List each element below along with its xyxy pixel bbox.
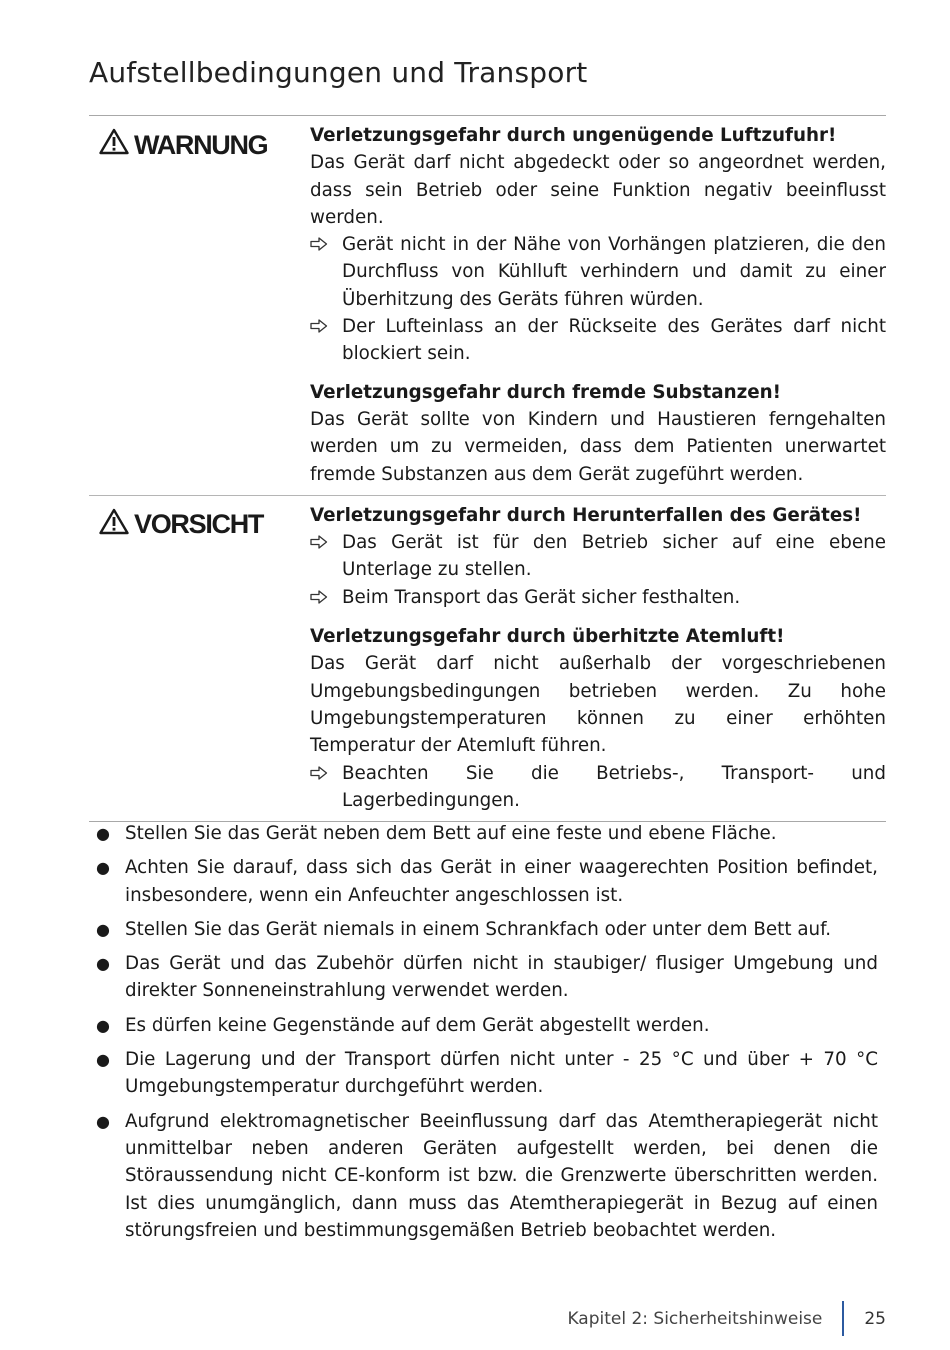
hazard-text: [310, 496, 886, 821]
list-item-text: Es dürfen keine Gegenstände auf dem Gerät abgestellt werden.: [125, 1014, 710, 1036]
hazard-description: Das Gerät darf nicht außerhalb der vorgeschriebenen Umgebungsbedingungen betrieben werden. Zu hohe Umgebungstemperaturen können zu einer erhöhten Temperatur der Atemluft führen.: [310, 653, 886, 757]
signal-word: VORSICHT: [134, 509, 264, 540]
hazard-text: [310, 116, 886, 495]
bullet-icon: ●: [96, 954, 110, 974]
arrow-right-icon: [310, 529, 342, 584]
hazard-title: Verletzungsgefahr durch Herunterfallen des Gerätes!: [310, 504, 862, 526]
list-item: [96, 1046, 878, 1101]
hazard-title: Verletzungsgefahr durch ungenügende Luftzufuhr!: [310, 125, 837, 146]
warning-triangle-icon: [99, 508, 134, 542]
list-item-text: Stellen Sie das Gerät niemals in einem Schrankfach oder unter dem Bett auf.: [125, 918, 832, 940]
hazard-table: [89, 115, 886, 822]
action-item: [310, 313, 886, 368]
list-item-text: Stellen Sie das Gerät neben dem Bett auf eine feste und ebene Fläche.: [125, 823, 777, 844]
action-text: Das Gerät ist für den Betrieb sicher auf eine ebene Unterlage zu stellen.: [342, 532, 886, 581]
hazard-title: Verletzungsgefahr durch fremde Substanzen!: [310, 381, 782, 403]
hazard-item: [310, 379, 886, 488]
bullet-icon: ●: [96, 1111, 110, 1131]
list-item: [96, 916, 878, 943]
arrow-right-icon: [310, 760, 342, 815]
bullet-icon: ●: [96, 1015, 110, 1035]
action-text: Beachten Sie die Betriebs-, Transport- und Lagerbedingungen.: [342, 762, 886, 811]
action-text: Gerät nicht in der Nähe von Vorhängen platzieren, die den Durchfluss von Kühlluft verhindern und damit zu einer Überhitzung des Geräts führen würden.: [342, 234, 886, 310]
hazard-item: [310, 502, 886, 612]
action-item: [310, 760, 886, 815]
list-item: [96, 1012, 878, 1039]
hazard-block-vorsicht: [89, 495, 886, 822]
list-item-text: Achten Sie darauf, dass sich das Gerät in einer waagerechten Position befindet, insbesondere, wenn ein Anfeuchter angeschlossen ist.: [125, 857, 878, 906]
list-item: [96, 820, 878, 847]
bullet-icon: ●: [96, 919, 110, 939]
arrow-right-icon: [310, 584, 342, 612]
page-footer: [567, 1300, 886, 1337]
list-item: [96, 1108, 878, 1244]
hazard-description: Das Gerät sollte von Kindern und Haustieren ferngehalten werden um zu vermeiden, dass dem Patienten unerwartet fremde Substanzen aus dem Gerät zugeführt werden.: [310, 408, 886, 485]
list-item: [96, 854, 878, 909]
action-item: [310, 529, 886, 584]
list-item: [96, 950, 878, 1005]
action-item: [310, 231, 886, 313]
chapter-label: Kapitel 2: Sicherheitshinweise: [567, 1308, 823, 1329]
action-text: Beim Transport das Gerät sicher festhalten.: [342, 586, 741, 608]
hazard-description: Das Gerät darf nicht abgedeckt oder so angeordnet werden, dass sein Betrieb oder seine Funktion negativ beeinflusst werden.: [310, 152, 886, 228]
hazard-title: Verletzungsgefahr durch überhitzte Atemluft!: [310, 626, 785, 648]
hazard-item: [310, 623, 886, 814]
signal-column: [89, 496, 310, 821]
page-number: 25: [864, 1308, 886, 1329]
list-item-text: Die Lagerung und der Transport dürfen nicht unter - 25 °C und über + 70 °C Umgebungstemperatur durchgeführt werden.: [125, 1049, 878, 1098]
warning-triangle-icon: [99, 128, 134, 162]
list-item-text: Das Gerät und das Zubehör dürfen nicht in staubiger/ flusiger Umgebung und direkter Sonneneinstrahlung verwendet werden.: [125, 953, 878, 1002]
signal-word-label: [99, 128, 267, 162]
page-title: Aufstellbedingungen und Transport: [89, 56, 588, 89]
arrow-right-icon: [310, 313, 342, 368]
list-item-text: Aufgrund elektromagnetischer Beeinflussung darf das Atemtherapiegerät nicht unmittelbar neben anderen Geräten aufgestellt werden, bei denen die Störaussendung nicht CE-konform ist bzw. die Grenzwerte überschritten werden. Ist dies unumgänglich, dann muss das Atemtherapiegerät in Bezug auf einen störungsfreien und bestimmungsgemäßen Betrieb beobachtet werden.: [125, 1110, 878, 1241]
action-text: Der Lufteinlass an der Rückseite des Gerätes darf nicht blockiert sein.: [342, 316, 886, 365]
footer-divider: [842, 1301, 844, 1336]
instruction-list: [96, 820, 878, 1251]
action-item: [310, 584, 886, 612]
signal-word: WARNUNG: [134, 129, 268, 160]
arrow-right-icon: [310, 231, 342, 313]
signal-word-label: [99, 508, 263, 542]
bullet-icon: ●: [96, 1050, 110, 1070]
signal-column: [89, 116, 310, 495]
hazard-item: [310, 122, 886, 368]
hazard-block-warnung: [89, 115, 886, 495]
bullet-icon: ●: [96, 824, 110, 843]
bullet-icon: ●: [96, 858, 110, 878]
